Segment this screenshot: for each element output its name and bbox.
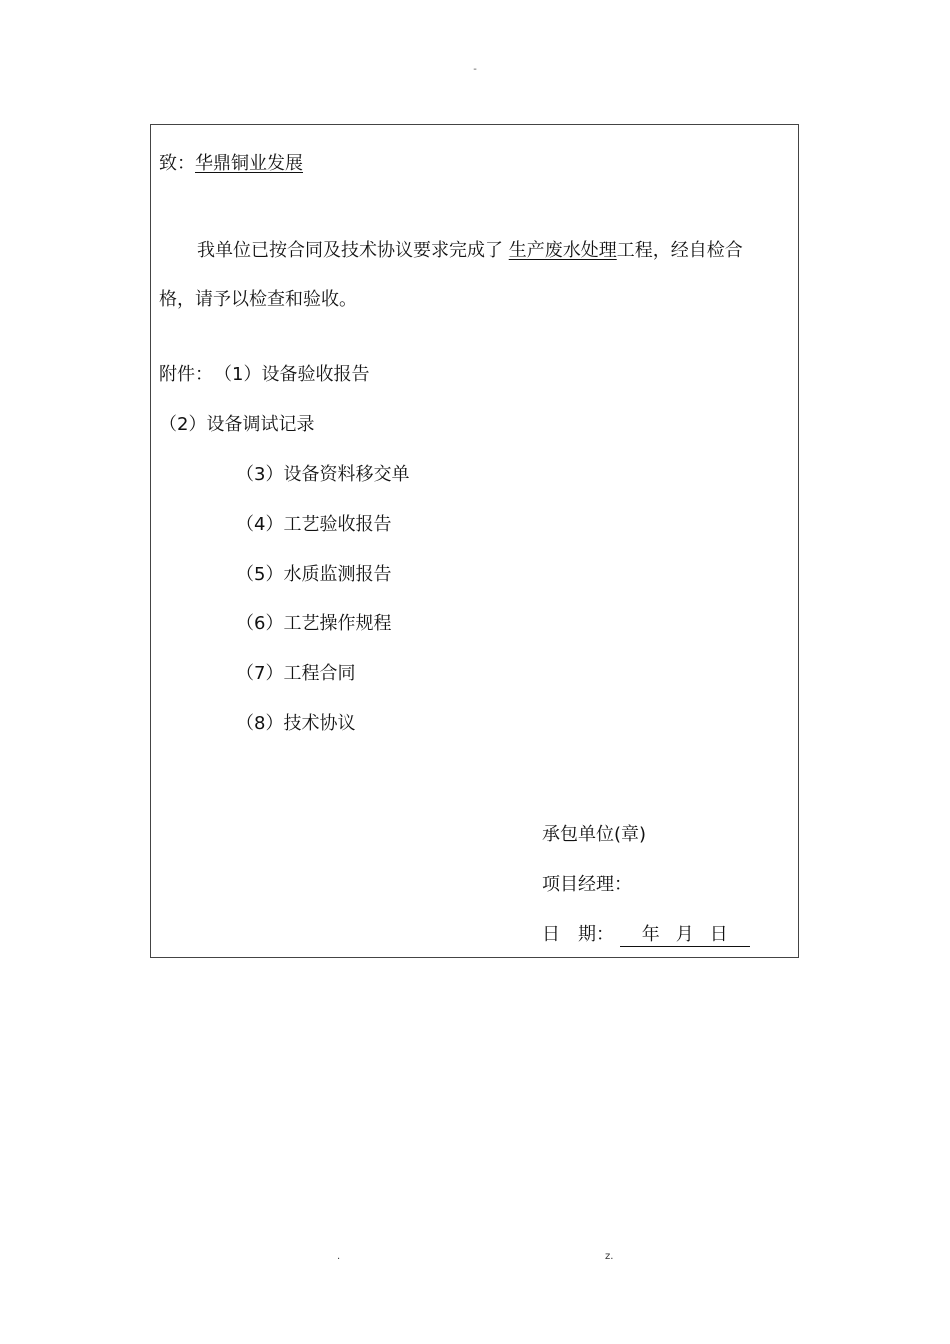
footer-right-mark: z. (605, 1251, 614, 1262)
contractor-seal-label: 承包单位(章) (542, 824, 647, 845)
attachment-item: （7）工程合同 (236, 663, 356, 684)
date-month: 月 (675, 924, 694, 945)
attachment-item: （6）工艺操作规程 (236, 613, 392, 634)
attachments-first-line (159, 363, 369, 387)
body-paragraph-line1 (197, 239, 743, 263)
attachments-label: 附件： (159, 364, 213, 385)
attachment-item: （3）设备资料移交单 (236, 464, 410, 485)
recipient-label: 致： (159, 153, 195, 174)
attachment-item: （1）设备验收报告 (223, 364, 370, 385)
date-label: 日 期： (542, 924, 614, 945)
attachment-item: （5）水质监测报告 (236, 564, 392, 585)
footer-left-mark: . (337, 1251, 341, 1262)
body-text-part2: 工程，经自检合 (616, 240, 743, 261)
acceptance-form (150, 124, 799, 958)
date-year: 年 (641, 924, 660, 945)
attachment-item: （8）技术协议 (236, 713, 356, 734)
page-header-mark: - (473, 64, 477, 75)
date-field[interactable] (620, 924, 750, 947)
attachment-item: （4）工艺验收报告 (236, 514, 392, 535)
project-manager-label: 项目经理： (542, 874, 632, 895)
body-text-part1: 我单位已按合同及技术协议要求完成了 (197, 240, 509, 261)
recipient-name: 华鼎铜业发展 (195, 153, 303, 174)
recipient-line (159, 152, 303, 176)
body-paragraph-line2: 格，请予以检查和验收。 (159, 289, 357, 310)
date-line (542, 923, 750, 947)
project-name: 生产废水处理 (508, 240, 617, 261)
date-day: 日 (709, 924, 728, 945)
attachment-item: （2）设备调试记录 (159, 414, 315, 435)
